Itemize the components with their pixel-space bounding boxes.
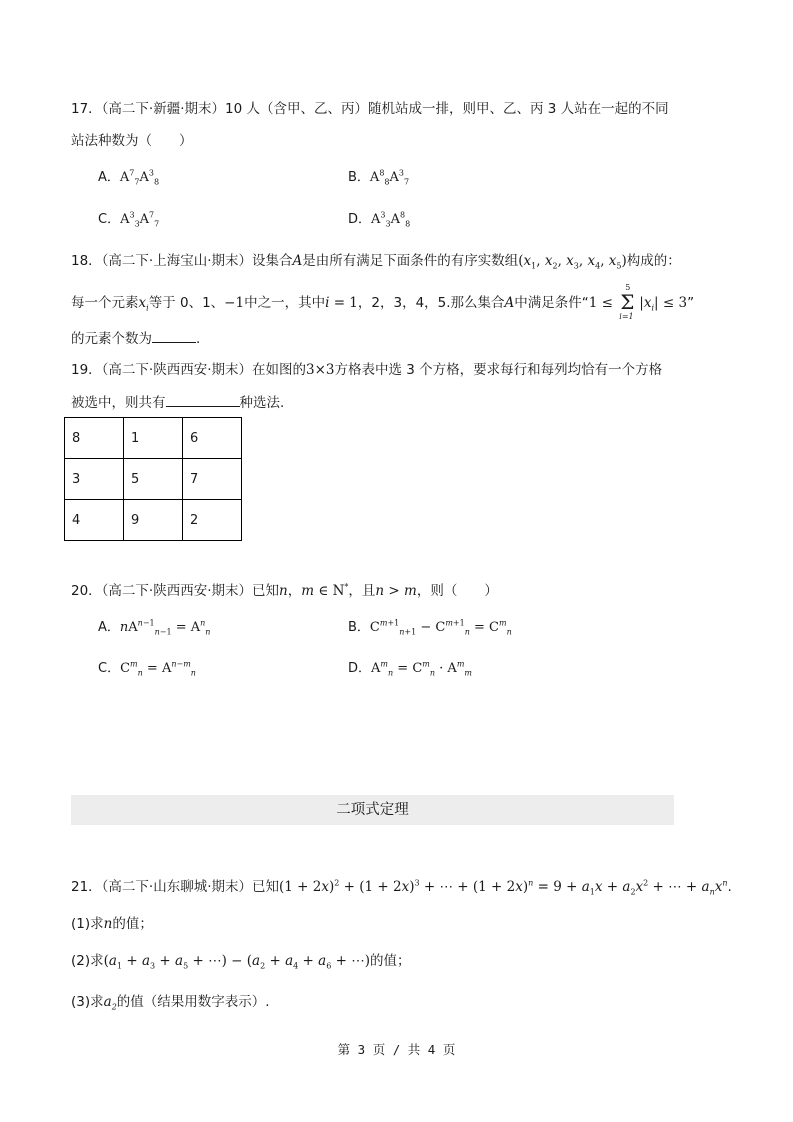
q20-text: ， (287, 583, 302, 599)
grid-cell: 4 (65, 500, 124, 541)
q18-text: 每一个元素 (71, 295, 139, 311)
q20-text: ，且 (348, 583, 376, 599)
q18-line1 (71, 251, 681, 271)
grid-cell: 1 (124, 418, 183, 459)
option-label: A． (98, 620, 120, 635)
q21-text: 的值（结果用数字表示）. (116, 994, 270, 1010)
q19-text: 方格表中选 3 个方格，要求每行和每列均恰有一个方格 (334, 362, 663, 378)
page-footer: 第 3 页 / 共 4 页 (337, 1042, 456, 1057)
q19-line2 (71, 392, 284, 413)
option-label: D． (348, 212, 372, 227)
q19-text: 种选法. (239, 395, 285, 411)
condition-formula: 1 ≤ 5 Σ i=1 $|x_i| \le 3$ (589, 295, 687, 311)
neg-one: −1 (224, 295, 245, 311)
q18-text: ” (687, 295, 695, 311)
q17-stem-line1: 17．（高二下·新疆·期末）10 人（含甲、乙、丙）随机站成一排，则甲、乙、丙 3 人站在一起的不同 (71, 101, 669, 117)
var-a2: $a_2$ (103, 994, 117, 1012)
expansion-formula: $(1 + 2x)^2 + (1 + 2x)^3$ + ⋯ + $(1 + 2x)^n = 9 + a_1x + a_2x^2$ + ⋯ + $a_nx^n$ (279, 878, 728, 897)
q18-text: 18．（高二下·上海宝山·期末）设集合 (71, 253, 293, 269)
q21-text: 的值； (369, 953, 411, 969)
q20-text: 20．（高二下·陕西西安·期末）已知 (71, 583, 280, 599)
q17-option-b (348, 168, 409, 188)
var-xi: $x_i$ (138, 295, 149, 313)
q18-text: 中之一，其中 (244, 295, 326, 311)
formula: $C^{m+1}_{n+1} - C^{m+1}_n = C^m_n$ (369, 618, 512, 637)
q21-stem (71, 877, 732, 897)
formula: $A^m_n = C^m_n \cdot A^m_m$ (371, 659, 472, 678)
option-label: C． (98, 212, 121, 227)
set-symbol: A (292, 253, 303, 269)
q18-text: 是由所有满足下面条件的有序实数组 (302, 253, 519, 269)
formula: $C^m_n = A^{n-m}_n$ (120, 659, 196, 678)
q19-text: 19．（高二下·陕西西安·期末）在如图的 (71, 362, 307, 378)
n-gt-m-formula: n > m (375, 583, 417, 599)
q20-option-c (98, 659, 196, 679)
q18-text: 构成的： (626, 253, 681, 269)
set-symbol: A (504, 295, 515, 311)
q21-text: (2)求 (71, 953, 104, 969)
grid-cell: 6 (183, 418, 242, 459)
grid-cell: 3 (65, 459, 124, 500)
q20-option-d (348, 659, 472, 679)
formula: $A^3_3A^8_8$ (371, 210, 411, 229)
option-label: D． (348, 661, 372, 676)
q18-text: 的元素个数为 (71, 331, 152, 347)
q18-line2 (71, 283, 694, 323)
q20-option-a (98, 618, 210, 638)
grid-row (65, 500, 242, 541)
q18-text: 等于 0、1、 (148, 295, 225, 311)
formula: $nA^{n-1}_{n-1} = A^n_n$ (119, 618, 211, 637)
formula: $A^8_8A^3_7$ (369, 168, 410, 187)
var-n: n (279, 583, 288, 599)
q20-stem (71, 581, 498, 601)
q19-line1 (71, 360, 662, 380)
q17-option-c (98, 210, 159, 230)
formula: $A^7_7A^3_8$ (119, 168, 160, 187)
q18-text: ，2，3，4，5.那么集合 (357, 295, 505, 311)
grid-row (65, 459, 242, 500)
grid-size-formula: 3×3 (306, 362, 335, 378)
q21-text: 21．（高二下·山东聊城·期末）已知 (71, 879, 280, 895)
q21-part1 (71, 914, 153, 934)
grid-cell: 7 (183, 459, 242, 500)
q21-text: . (727, 879, 732, 895)
q20-text: ，则（ ） (416, 583, 498, 599)
tuple-formula: ($x_1$, $x_2$, $x_3$, $x_4$, $x_5$) (518, 253, 627, 271)
sum-symbol: 5 Σ i=1 (619, 282, 635, 321)
difference-formula: ($a_1 + a_3 + a_5$ + ⋯) − ($a_2 + a_4 + a_6$ + ⋯) (103, 953, 370, 971)
m-in-n-formula: m ∈ N* (301, 582, 349, 599)
option-label: C． (98, 661, 121, 676)
q21-part2 (71, 951, 410, 971)
formula: $A^3_3A^7_7$ (120, 210, 160, 229)
q21-part3 (71, 992, 270, 1012)
q17-option-d (348, 210, 410, 230)
q18-text: . (196, 331, 201, 347)
magic-square-grid (64, 417, 242, 541)
answer-blank[interactable] (166, 392, 240, 407)
section-header: 二项式定理 (71, 795, 674, 825)
q20-option-b (348, 618, 512, 638)
q18-text: 中满足条件“ (514, 295, 589, 311)
var-n: n (103, 916, 113, 932)
grid-cell: 5 (124, 459, 183, 500)
q19-text: 被选中，则共有 (71, 395, 166, 411)
grid-row (65, 418, 242, 459)
grid-cell: 8 (65, 418, 124, 459)
q18-line3 (71, 328, 200, 349)
q17-stem-line2: 站法种数为（ ） (71, 133, 193, 149)
grid-cell: 2 (183, 500, 242, 541)
answer-blank[interactable] (152, 328, 196, 343)
i-equals-1: i = 1 (325, 295, 358, 311)
option-label: B． (348, 170, 370, 185)
q21-text: (1)求 (71, 916, 104, 932)
q21-text: (3)求 (71, 994, 104, 1010)
q21-text: 的值； (112, 916, 153, 932)
q17-option-a (98, 168, 159, 188)
option-label: B． (348, 620, 370, 635)
option-label: A． (98, 170, 120, 185)
grid-cell: 9 (124, 500, 183, 541)
